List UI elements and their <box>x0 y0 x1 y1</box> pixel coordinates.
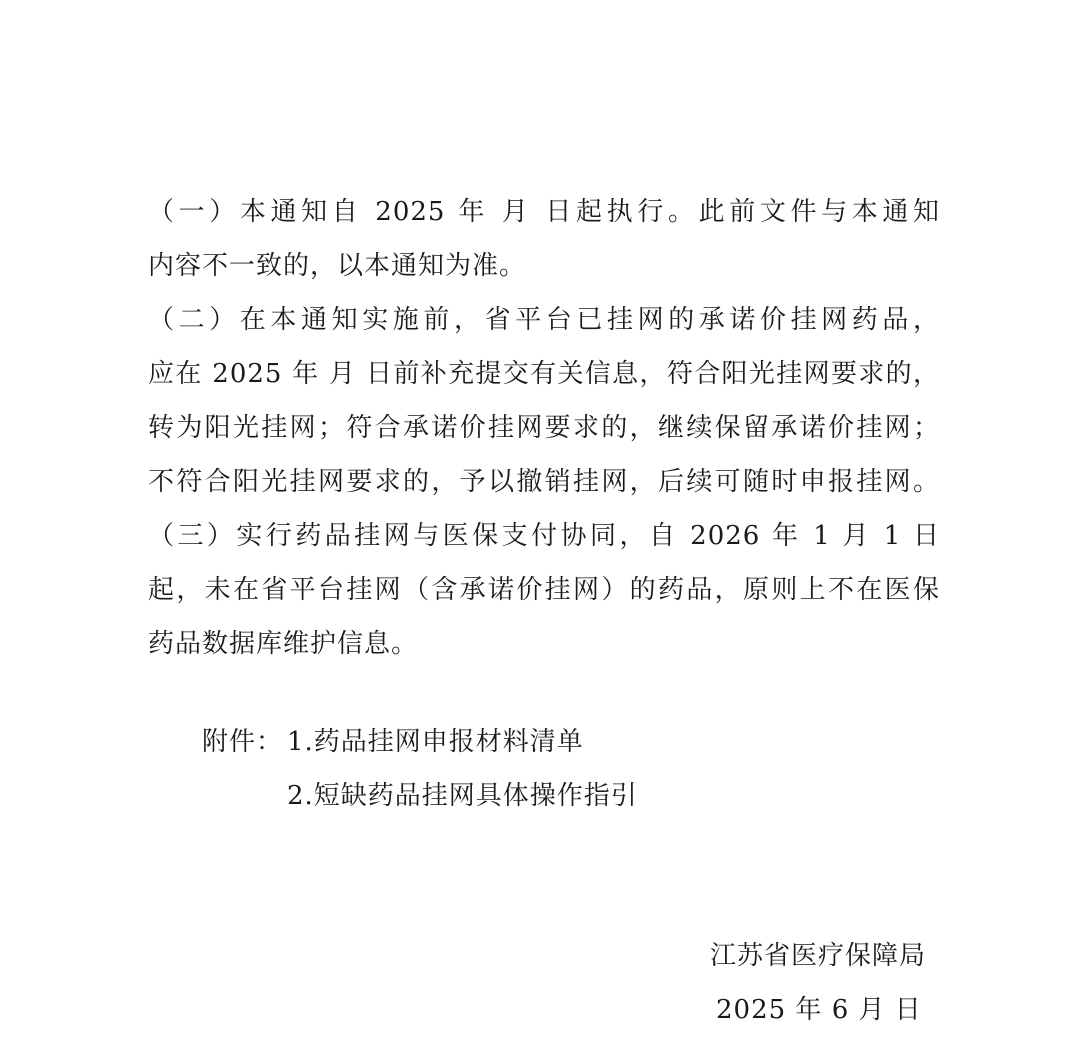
section-3-line-2: 起，未在省平台挂网（含承诺价挂网）的药品，原则上不在医保 <box>148 575 940 605</box>
issuer-name: 江苏省医疗保障局 <box>710 941 927 971</box>
section-2-line-4: 不符合阳光挂网要求的，予以撤销挂网，后续可随时申报挂网。 <box>148 467 940 497</box>
section-1-line-1: （一）本通知自 2025 年 月 日起执行。此前文件与本通知 <box>148 197 940 227</box>
section-2-line-2: 应在 2025 年 月 日前补充提交有关信息，符合阳光挂网要求的， <box>148 359 940 389</box>
attachment-item-2: 2.短缺药品挂网具体操作指引 <box>287 781 638 811</box>
section-1-line-2: 内容不一致的，以本通知为准。 <box>148 251 527 281</box>
section-2-line-3: 转为阳光挂网；符合承诺价挂网要求的，继续保留承诺价挂网； <box>148 413 940 443</box>
section-2-line-1: （二）在本通知实施前，省平台已挂网的承诺价挂网药品， <box>148 305 940 335</box>
section-3-line-1: （三）实行药品挂网与医保支付协同，自 2026 年 1 月 1 日 <box>148 521 940 551</box>
section-3-line-3: 药品数据库维护信息。 <box>148 629 419 659</box>
attachment-item-1: 1.药品挂网申报材料清单 <box>287 727 584 757</box>
attachments-label: 附件： <box>202 727 284 757</box>
issue-date: 2025 年 6 月 日 <box>716 995 922 1025</box>
